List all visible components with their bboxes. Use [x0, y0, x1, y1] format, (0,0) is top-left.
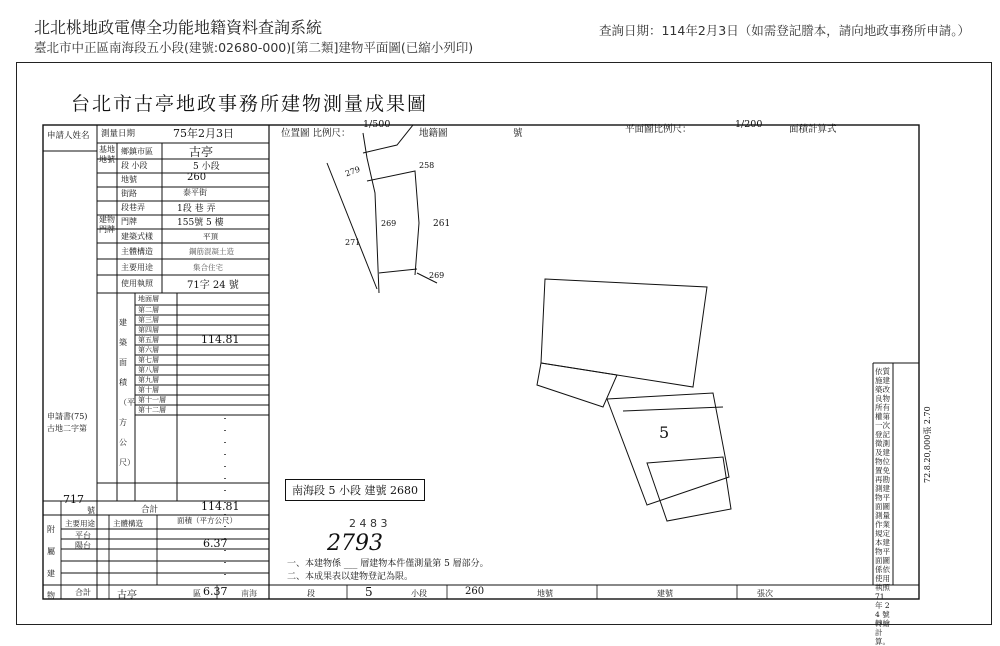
system-title: 北北桃地政電傳全功能地籍資料查詢系統 [34, 18, 323, 37]
row-value: 泰平街 [183, 188, 207, 197]
location-scale-value: 1/500 [363, 119, 391, 130]
vertical-note: 依質施建築改良物所有權第一次登記徵測及建物位置免再勘測建物平面圖測量作業規定本建物平面圖係依使用執照 71 年 24 號轉繪計算。 [875, 367, 890, 646]
row-label: 門牌 [121, 217, 137, 226]
area-group-label: 建築面積（平方公尺） [119, 318, 135, 467]
row-label: 主體構造 [121, 247, 153, 256]
row-label: 段巷弄 [121, 203, 145, 212]
row-label: 段 小段 [121, 161, 148, 170]
annex-header-struct: 主體構造 [113, 519, 143, 528]
row-value: 260 [187, 172, 207, 183]
note-2: 二、本成果表以建物登記為限。 [287, 572, 414, 582]
query-date: 查詢日期：114年2月3日（如需登記謄本，請向地政事務所申請。） [598, 23, 970, 38]
map-sheet-suffix: 號 [513, 128, 523, 139]
row-label: 街路 [121, 189, 137, 198]
total-label: 合計 [141, 505, 159, 515]
system-header [0, 0, 1000, 62]
door-group-label: 建物門牌 [99, 215, 115, 234]
bottom-subsection-value: 5 [365, 585, 373, 599]
applicant-label: 申請人姓名 [47, 131, 90, 141]
bottom-subsection-label: 小段 [411, 589, 427, 598]
map-sheet-label: 地籍圖 [419, 128, 448, 139]
plan-scale-value: 1/200 [735, 119, 763, 130]
parcel-number: 269 [429, 271, 445, 280]
floor-label: 第七層 [138, 356, 159, 364]
bottom-section-value: 南海 [241, 589, 257, 598]
annex-total-label: 合計 [75, 588, 91, 597]
land-group-label: 基地地號 [99, 145, 115, 164]
unit-number: 5 [659, 423, 670, 442]
handwritten-number: 2793 [327, 531, 383, 556]
parcel-number: 269 [381, 219, 397, 228]
row-value: 集合住宅 [193, 263, 223, 272]
row-label: 建築式樣 [121, 232, 153, 241]
total-value: 114.81 [201, 500, 240, 513]
floor-label: 第十層 [138, 386, 159, 394]
floor-label: 第四層 [138, 326, 159, 334]
floor-label: 地面層 [138, 295, 159, 303]
annex-header-area: 面積（平方公尺） [177, 516, 237, 525]
annex-row-use: 陽台 [75, 541, 91, 550]
row-label: 地號 [121, 175, 137, 184]
row-label: 鄉鎮市區 [121, 147, 153, 156]
row-value: 5 小段 [193, 162, 220, 172]
application-note: 申請書(75)古地二字第 [47, 412, 88, 433]
floor-label: 第二層 [138, 306, 159, 314]
print-code: 72.8.20,000張 2.70 [923, 406, 932, 483]
floor-label: 第九層 [138, 376, 159, 384]
row-value: 平頂 [203, 232, 218, 241]
note-1: 一、本建物係 ___ 層建物本件僅測量第 5 層部分。 [287, 559, 489, 569]
annex-header-use: 主要用途 [65, 519, 95, 528]
bottom-lot-label: 地號 [537, 589, 553, 598]
scanned-document [16, 62, 992, 646]
row-label: 主要用途 [121, 263, 153, 272]
row-value: 鋼筋混凝土造 [189, 247, 234, 256]
floor-label: 第五層 [138, 336, 159, 344]
row-value: 古亭 [189, 145, 214, 159]
floor-label: 第八層 [138, 366, 159, 374]
row-value: 155號 5 樓 [177, 218, 224, 228]
annex-total-value: 6.37 [203, 585, 228, 598]
bottom-section-label: 段 [307, 589, 315, 598]
building-number-stamp: 南海段 5 小段 建號 2680 [285, 479, 425, 501]
document-drawing [17, 63, 993, 646]
annex-row-area: 6.37 [203, 537, 228, 550]
annex-label: 附屬建物 [47, 525, 55, 600]
parcel-number: 258 [419, 161, 435, 170]
annex-row-use: 平台 [75, 531, 91, 540]
row-label: 使用執照 [121, 279, 153, 288]
fifth-floor-area: 114.81 [201, 333, 240, 346]
parcel-number: 279 [343, 164, 362, 179]
application-suffix: 號 [87, 506, 95, 515]
survey-date-value: 75年2月3日 [173, 127, 234, 140]
area-calc-label: 面積計算式 [789, 124, 837, 135]
floor-label: 第三層 [138, 316, 159, 324]
row-value: 1段 巷 弄 [177, 204, 216, 214]
floor-label: 第十一層 [138, 396, 166, 404]
scan-stamp: 2 4 8 3 [349, 517, 388, 530]
bottom-district-label: 區 [193, 589, 201, 598]
plan-scale-label: 平面圖比例尺： [625, 124, 692, 135]
parcel-number: 271 [345, 238, 361, 247]
floor-label: 第十二層 [138, 406, 166, 414]
location-scale-label: 位置圖 比例尺： [281, 128, 351, 139]
floor-label: 第六層 [138, 346, 159, 354]
bottom-lot-value: 260 [465, 586, 485, 597]
bottom-district-value: 古亭 [117, 590, 137, 601]
parcel-number: 261 [433, 219, 451, 229]
bottom-building-label: 建號 [657, 589, 673, 598]
application-number: 717 [63, 493, 84, 506]
bottom-series-label: 張次 [757, 589, 773, 598]
row-value: 71字 24 號 [187, 280, 239, 291]
survey-date-label: 測量日期 [101, 129, 136, 139]
document-title: 台北市古亭地政事務所建物測量成果圖 [71, 93, 429, 115]
record-subtitle: 臺北市中正區南海段五小段(建號:02680-000)[第二類]建物平面圖(已縮小列印) [34, 40, 474, 55]
